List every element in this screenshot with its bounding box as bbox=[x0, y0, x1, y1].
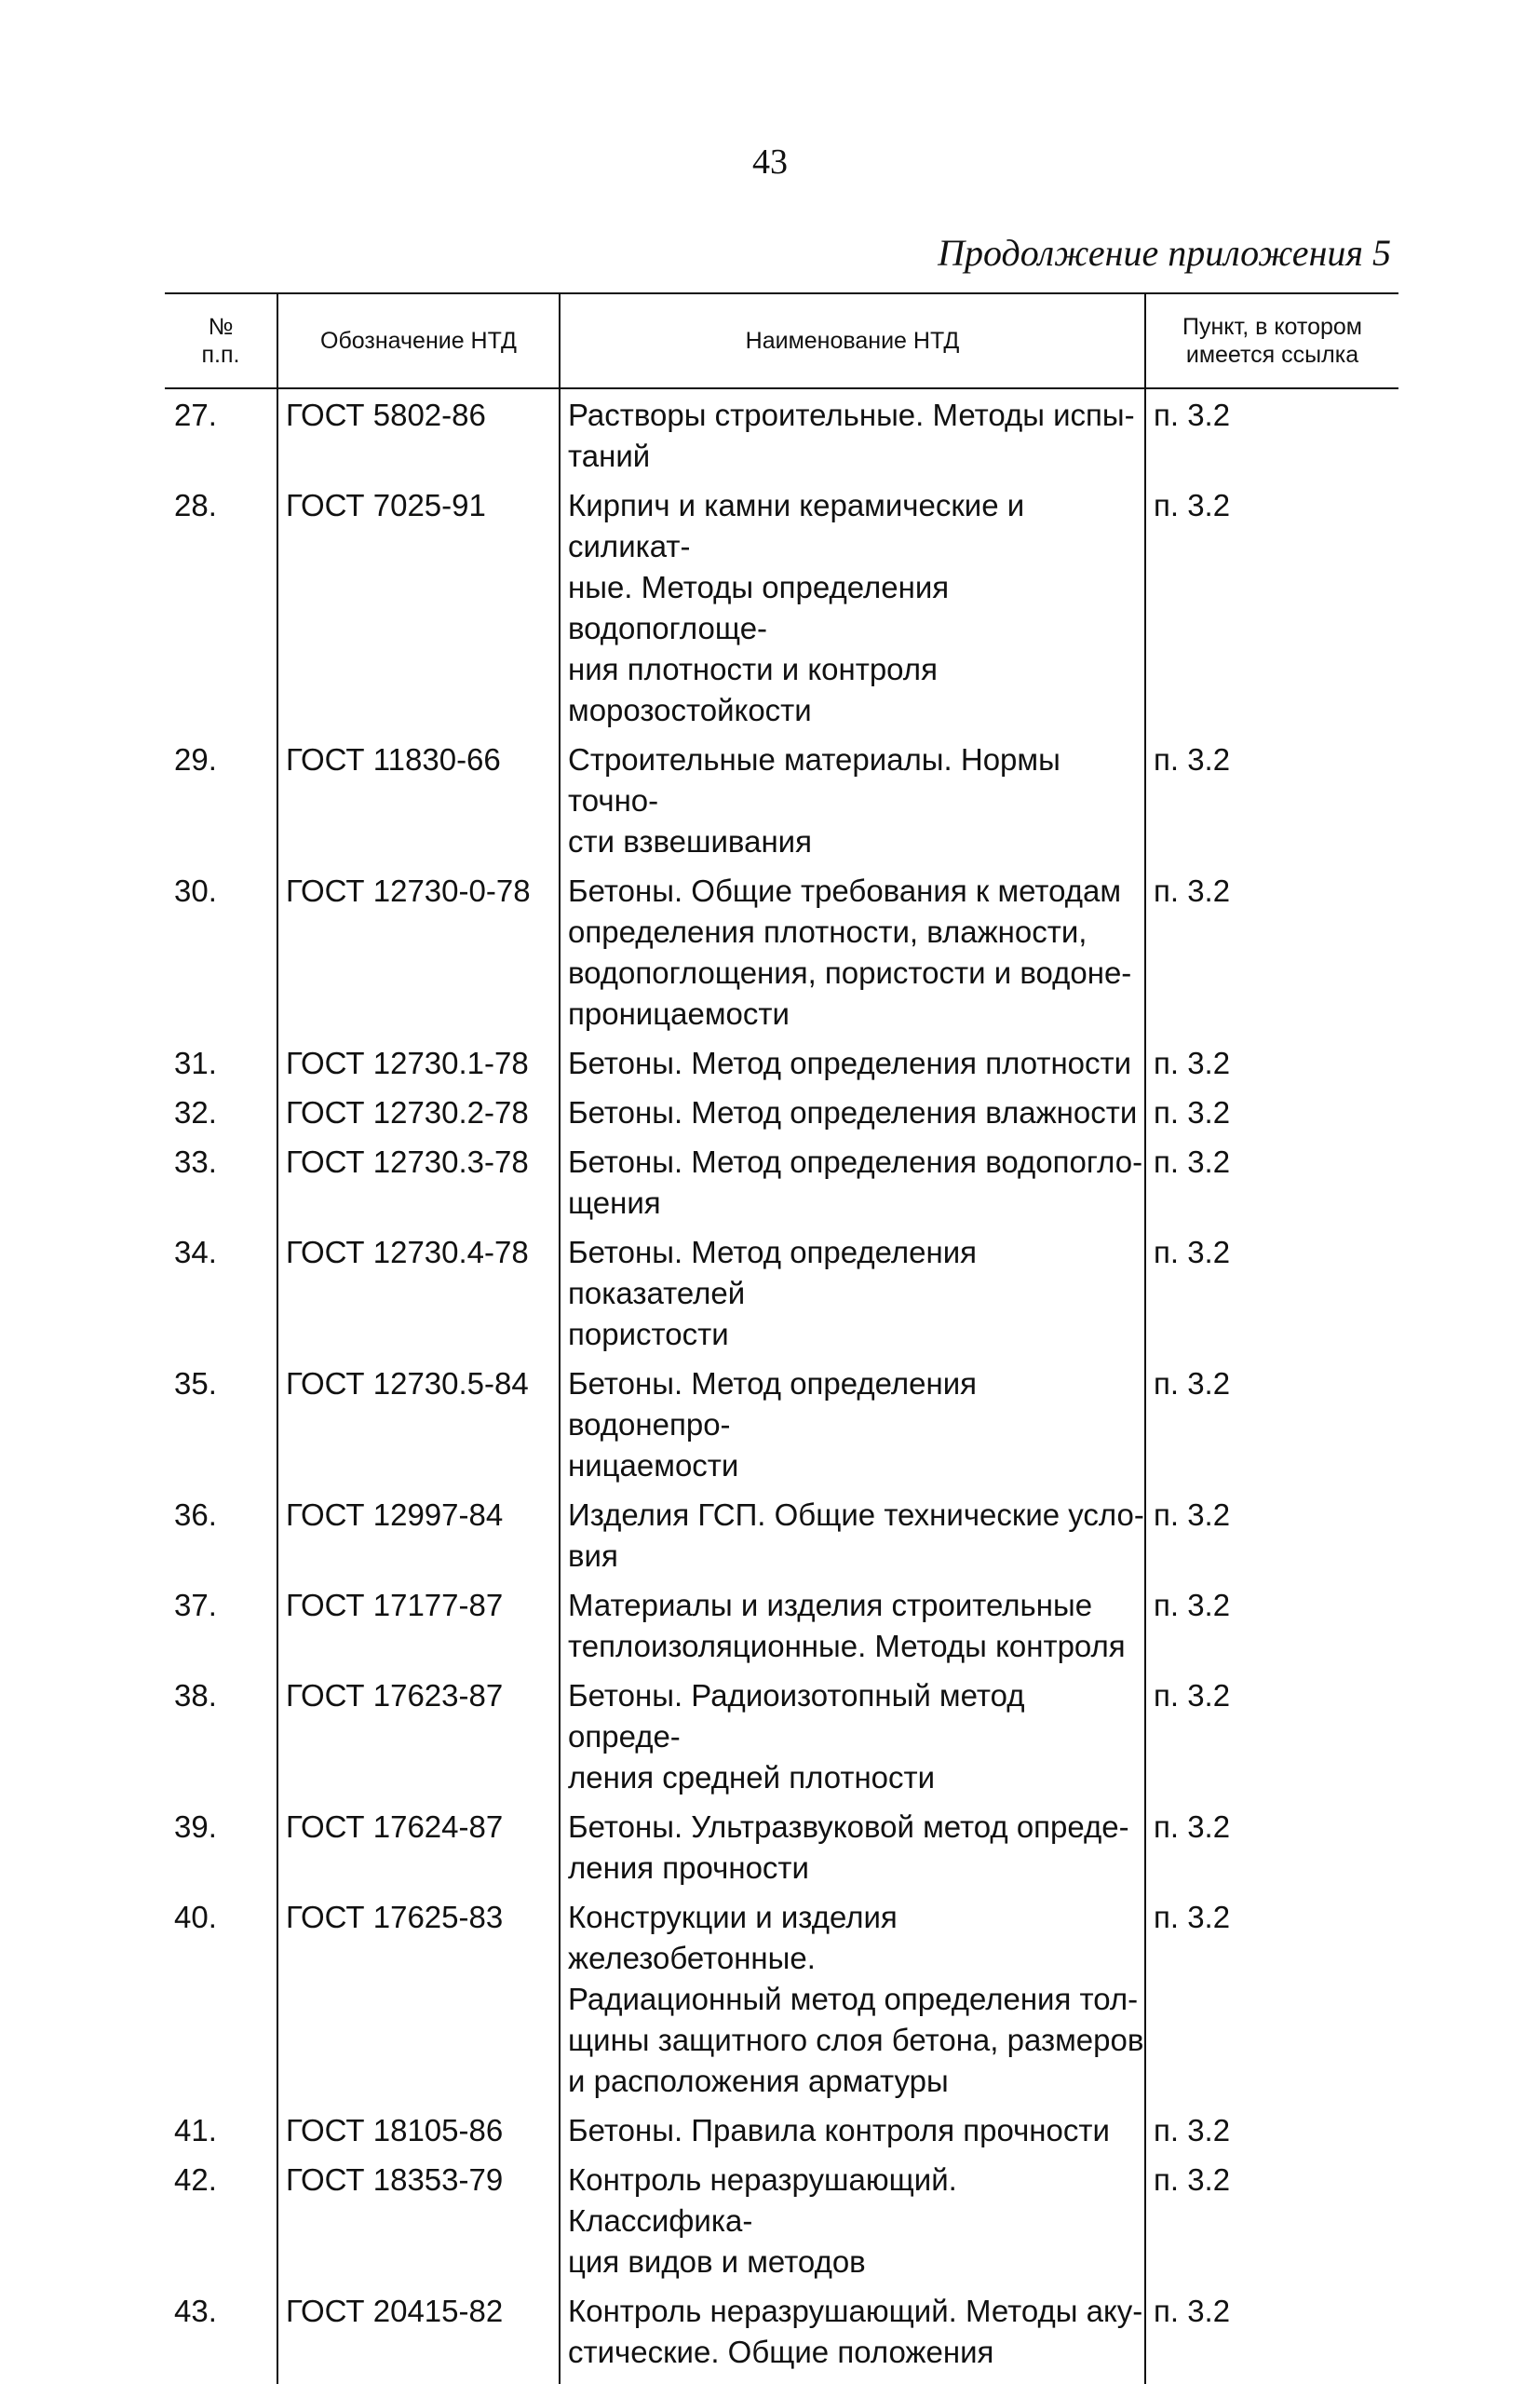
row-name-line: Бетоны. Метод определения водонепро- bbox=[568, 1366, 978, 1442]
row-clause: п. 3.2 bbox=[1154, 1588, 1231, 1622]
row-name-line: ные. Методы определения водопоглоще- bbox=[568, 570, 950, 645]
row-name-line: Бетоны. Метод определения плотности bbox=[568, 1046, 1132, 1080]
row-designation: ГОСТ 12730.3-78 bbox=[277, 1142, 560, 1232]
row-number: 32. bbox=[165, 1092, 277, 1142]
references-table bbox=[165, 292, 1398, 2384]
row-clause: п. 3.2 bbox=[1154, 1095, 1231, 1130]
table-row bbox=[165, 1675, 1398, 1807]
row-name-line: Строительные материалы. Нормы точно- bbox=[568, 742, 1060, 818]
row-designation: ГОСТ 20415-82 bbox=[277, 2291, 560, 2384]
row-number: 43. bbox=[165, 2291, 277, 2384]
row-number: 37. bbox=[165, 1585, 277, 1675]
row-name bbox=[560, 739, 1145, 871]
row-name bbox=[560, 1092, 1145, 1142]
table-row bbox=[165, 485, 1398, 739]
row-name-line: ния плотности и контроля морозостойкости bbox=[568, 652, 938, 727]
row-name-line: определения плотности, влажности, bbox=[568, 914, 1087, 949]
header-clause-line1: Пункт, в котором bbox=[1182, 314, 1362, 340]
row-name-line: Изделия ГСП. Общие технические усло- bbox=[568, 1497, 1144, 1532]
row-number: 39. bbox=[165, 1807, 277, 1897]
row-clause: п. 3.2 bbox=[1154, 1046, 1231, 1080]
row-clause: п. 3.2 bbox=[1154, 874, 1231, 908]
row-name bbox=[560, 1675, 1145, 1807]
row-name bbox=[560, 1585, 1145, 1675]
table-row bbox=[165, 1092, 1398, 1142]
row-name-line: стические. Общие положения bbox=[568, 2335, 994, 2369]
row-number: 29. bbox=[165, 739, 277, 871]
continuation-heading: Продолжение приложения 5 bbox=[938, 232, 1391, 274]
table-row bbox=[165, 1897, 1398, 2110]
table-row bbox=[165, 871, 1398, 1043]
row-clause: п. 3.2 bbox=[1154, 1145, 1231, 1179]
row-name-line: Радиационный метод определения тол- bbox=[568, 1982, 1139, 2016]
header-clause-line2: имеется ссылка bbox=[1185, 342, 1359, 368]
row-name-line: Конструкции и изделия железобетонные. bbox=[568, 1900, 898, 1975]
row-name bbox=[560, 388, 1145, 485]
header-clause bbox=[1145, 293, 1398, 388]
row-name bbox=[560, 1807, 1145, 1897]
row-designation: ГОСТ 12730.4-78 bbox=[277, 1232, 560, 1363]
row-name-line: ления средней плотности bbox=[568, 1760, 936, 1795]
row-number: 30. bbox=[165, 871, 277, 1043]
table-row bbox=[165, 1142, 1398, 1232]
row-name bbox=[560, 1495, 1145, 1585]
row-name-line: водопоглощения, пористости и водоне- bbox=[568, 955, 1132, 990]
row-clause: п. 3.2 bbox=[1154, 398, 1231, 432]
table-row bbox=[165, 2110, 1398, 2160]
row-designation: ГОСТ 18353-79 bbox=[277, 2160, 560, 2291]
table-row bbox=[165, 739, 1398, 871]
row-name-line: Бетоны. Общие требования к методам bbox=[568, 874, 1122, 908]
row-number: 35. bbox=[165, 1363, 277, 1495]
row-name-line: и расположения арматуры bbox=[568, 2064, 949, 2098]
row-name-line: проницаемости bbox=[568, 996, 790, 1031]
row-name-line: ницаемости bbox=[568, 1448, 739, 1483]
row-number: 41. bbox=[165, 2110, 277, 2160]
row-clause: п. 3.2 bbox=[1154, 2113, 1231, 2147]
header-designation: Обозначение НТД bbox=[277, 293, 560, 388]
row-designation: ГОСТ 12730-0-78 bbox=[277, 871, 560, 1043]
row-name bbox=[560, 1897, 1145, 2110]
row-designation: ГОСТ 17177-87 bbox=[277, 1585, 560, 1675]
row-name bbox=[560, 2291, 1145, 2384]
row-name bbox=[560, 1043, 1145, 1092]
table-row bbox=[165, 388, 1398, 485]
row-name bbox=[560, 485, 1145, 739]
row-number: 40. bbox=[165, 1897, 277, 2110]
row-name bbox=[560, 1363, 1145, 1495]
table-header bbox=[165, 293, 1398, 388]
row-clause: п. 3.2 bbox=[1154, 742, 1231, 777]
header-number bbox=[165, 293, 277, 388]
row-name-line: Контроль неразрушающий. Методы аку- bbox=[568, 2294, 1143, 2328]
row-clause: п. 3.2 bbox=[1154, 1235, 1231, 1269]
row-number: 27. bbox=[165, 388, 277, 485]
row-name-line: Бетоны. Ультразвуковой метод опреде- bbox=[568, 1809, 1129, 1844]
row-clause: п. 3.2 bbox=[1154, 1366, 1231, 1401]
table-row bbox=[165, 2291, 1398, 2384]
row-name bbox=[560, 871, 1145, 1043]
row-designation: ГОСТ 17624-87 bbox=[277, 1807, 560, 1897]
row-name-line: Бетоны. Метод определения показателей bbox=[568, 1235, 978, 1310]
row-name-line: ления прочности bbox=[568, 1850, 809, 1885]
row-clause: п. 3.2 bbox=[1154, 1809, 1231, 1844]
row-name-line: ция видов и методов bbox=[568, 2244, 866, 2279]
row-name-line: щины защитного слоя бетона, размеров bbox=[568, 2023, 1144, 2057]
row-name-line: вия bbox=[568, 1538, 618, 1573]
row-number: 34. bbox=[165, 1232, 277, 1363]
table-body bbox=[165, 388, 1398, 2384]
row-name-line: Материалы и изделия строительные bbox=[568, 1588, 1093, 1622]
row-name bbox=[560, 2160, 1145, 2291]
row-number: 38. bbox=[165, 1675, 277, 1807]
row-designation: ГОСТ 5802-86 bbox=[277, 388, 560, 485]
row-name-line: щения bbox=[568, 1185, 661, 1220]
row-number: 36. bbox=[165, 1495, 277, 1585]
row-name-line: Бетоны. Метод определения влажности bbox=[568, 1095, 1138, 1130]
table-row bbox=[165, 1043, 1398, 1092]
row-name-line: теплоизоляционные. Методы контроля bbox=[568, 1629, 1126, 1663]
row-designation: ГОСТ 18105-86 bbox=[277, 2110, 560, 2160]
row-number: 28. bbox=[165, 485, 277, 739]
table-row bbox=[165, 1363, 1398, 1495]
row-name-line: пористости bbox=[568, 1317, 729, 1351]
page-number: 43 bbox=[752, 142, 788, 182]
row-designation: ГОСТ 7025-91 bbox=[277, 485, 560, 739]
row-designation: ГОСТ 12730.2-78 bbox=[277, 1092, 560, 1142]
row-clause: п. 3.2 bbox=[1154, 1900, 1231, 1934]
table-row bbox=[165, 1585, 1398, 1675]
row-designation: ГОСТ 12730.1-78 bbox=[277, 1043, 560, 1092]
table-row bbox=[165, 1495, 1398, 1585]
row-name-line: Бетоны. Метод определения водопогло- bbox=[568, 1145, 1143, 1179]
header-number-line2: п.п. bbox=[201, 342, 240, 368]
row-designation: ГОСТ 17625-83 bbox=[277, 1897, 560, 2110]
table-row bbox=[165, 2160, 1398, 2291]
row-name-line: Кирпич и камни керамические и силикат- bbox=[568, 488, 1025, 563]
header-name: Наименование НТД bbox=[560, 293, 1145, 388]
row-designation: ГОСТ 11830-66 bbox=[277, 739, 560, 871]
row-number: 33. bbox=[165, 1142, 277, 1232]
row-name-line: Бетоны. Правила контроля прочности bbox=[568, 2113, 1110, 2147]
row-number: 42. bbox=[165, 2160, 277, 2291]
row-designation: ГОСТ 12730.5-84 bbox=[277, 1363, 560, 1495]
row-name bbox=[560, 1142, 1145, 1232]
row-name-line: Бетоны. Радиоизотопный метод опреде- bbox=[568, 1678, 1025, 1754]
row-name-line: Контроль неразрушающий. Классифика- bbox=[568, 2162, 957, 2238]
row-clause: п. 3.2 bbox=[1154, 1497, 1231, 1532]
row-designation: ГОСТ 17623-87 bbox=[277, 1675, 560, 1807]
row-clause: п. 3.2 bbox=[1154, 2294, 1231, 2328]
row-designation: ГОСТ 12997-84 bbox=[277, 1495, 560, 1585]
header-number-line1: № bbox=[208, 314, 234, 340]
row-number: 31. bbox=[165, 1043, 277, 1092]
row-name bbox=[560, 1232, 1145, 1363]
row-name-line: Растворы строительные. Методы испы- bbox=[568, 398, 1135, 432]
row-clause: п. 3.2 bbox=[1154, 488, 1231, 522]
row-name-line: сти взвешивания bbox=[568, 824, 812, 859]
row-clause: п. 3.2 bbox=[1154, 2162, 1231, 2197]
row-name-line: таний bbox=[568, 439, 651, 473]
table-row bbox=[165, 1807, 1398, 1897]
row-clause: п. 3.2 bbox=[1154, 1678, 1231, 1713]
table-row bbox=[165, 1232, 1398, 1363]
row-name bbox=[560, 2110, 1145, 2160]
